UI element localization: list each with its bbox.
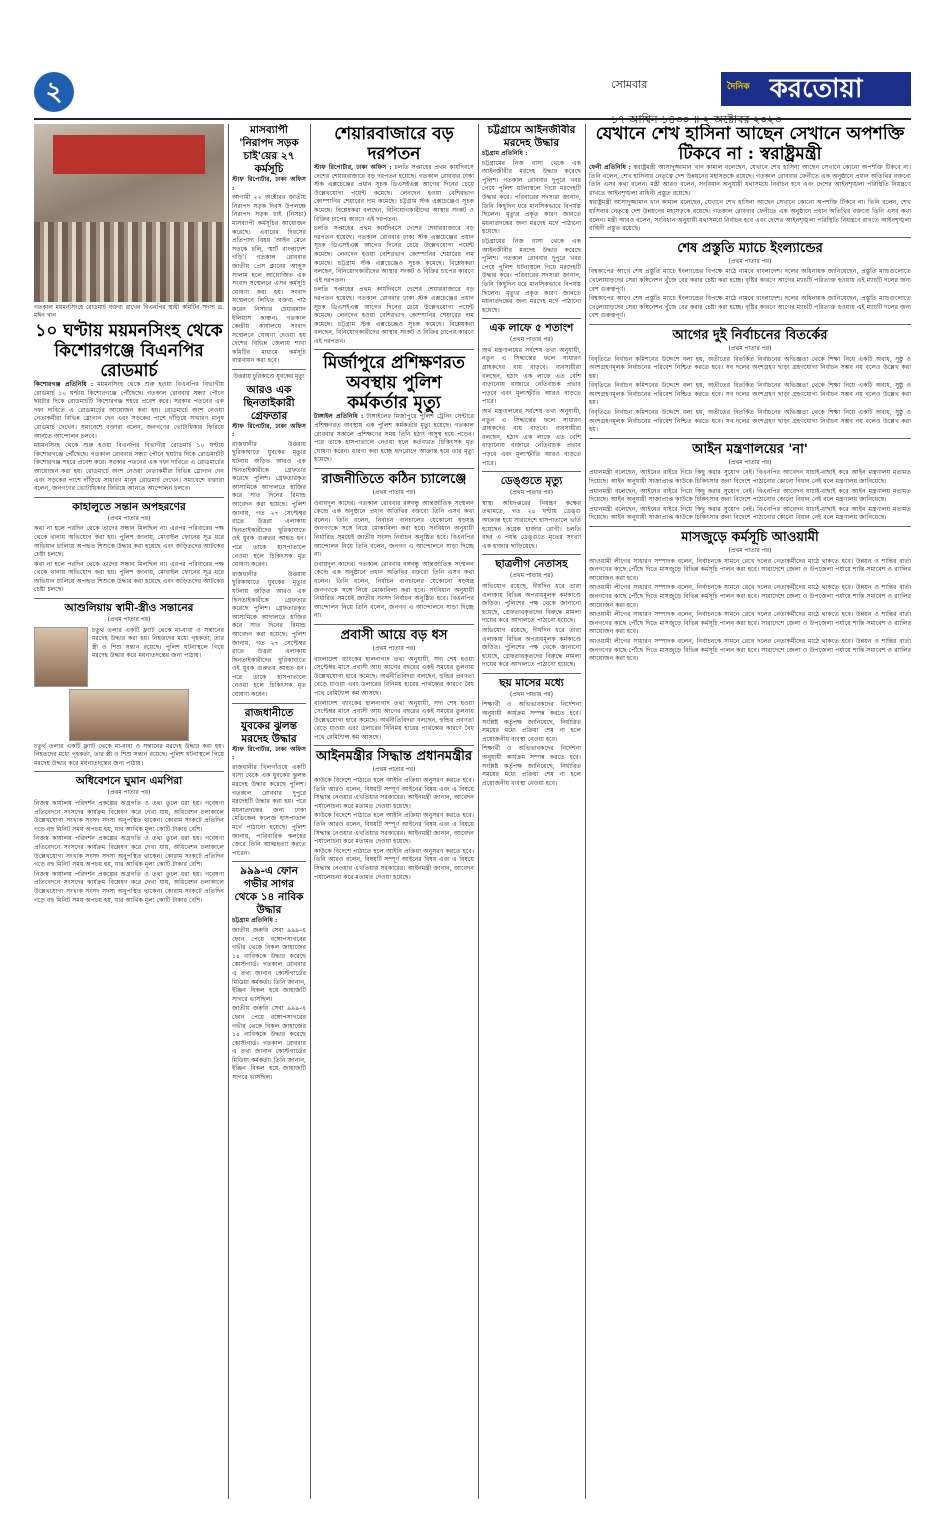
election-debate-body: বিবৃতিতে নির্বাচন কমিশনের উদ্দেশে বলা হয়, অতীতের বিতর্কিত নির্বাচনের অভিজ্ঞতা থেকে শিক্ষা নিয়ে একটি অবাধ, সুষ্ঠু ও অংশগ্রহণমূলক নির্বাচনের পরিবেশ নিশ্চিত করতে হবে। সব দলের অংশগ্রহণ ছাড়া গ্রহণযোগ্য নির্বাচন সম্ভব নয় বলেও উল্লেখ করা হয়। [589,355,911,380]
mirzapur-body: টাঙ্গাইলের মির্জাপুরে পুলিশ ট্রেনিং সেন্টারে প্রশিক্ষণরত অবস্থায় এক পুলিশ কর্মকর্তার মৃত্যু হয়েছে। গতকাল রোববার সকালে প্রশিক্ষণের সময় তিনি হঠাৎ অসুস্থ হয়ে পড়েন। পরে তাকে হাসপাতালে নেওয়া হলে কর্তব্যরত চিকিৎসক মৃত ঘোষণা করেন। ধারণা করা হচ্ছে হৃদরোগে আক্রান্ত হয়ে তার মৃত্যু হয়েছে। [314,413,474,464]
masthead-day: সোমবার [611,78,648,91]
awami-program-body-2: আওয়ামী লীগের সাধারণ সম্পাদক বলেন, নির্বাচনকে সামনে রেখে দলের নেতাকর্মীদের মাঠে থাকতে হবে। উন্নয়ন ও শান্তির বার্তা জনগণের কাছে পৌঁছে দিতে মাসজুড়ে বিভিন্ন কর্মসূচি পালন করা হবে। সারাদেশে জেলা ও উপজেলা পর্যায়ে শান্তি সমাবেশ ও র‍্যালির আয়োজন করা হবে। [589,584,911,609]
lakh-body: অর্থ মন্ত্রণালয়ের সর্বশেষ তথ্য অনুযায়ী, নতুন এ সিদ্ধান্তের ফলে সাধারণ গ্রাহকদের ব্যয় বাড়বে। ব্যবসায়ীরা বলছেন, হঠাৎ এক লাফে এত বেশি বাড়ানোয় বাজারে নেতিবাচক প্রভাব পড়বে এবং মূল্যস্ফীতি আরও বাড়তে পারে। [482,346,581,406]
probashi-body: বাংলাদেশ ব্যাংকের হালনাগাদ তথ্য অনুযায়ী, সদ্য শেষ হওয়া সেপ্টেম্বর মাসে প্রবাসী আয় আগের বছরের একই সময়ের তুলনায় উল্লেখযোগ্য হারে কমেছে। অর্থনীতিবিদরা বলছেন, হুন্ডির প্রবণতা বেড়ে যাওয়া এবং ডলারের বিনিময় হারের পার্থক্যের কারণে বৈধ পথে রেমিট্যান্স কম আসছে। [314,655,474,697]
khilgaon-body: রাজধানীর খিলগাঁওয়ে একটি বাসা থেকে এক যুবকের ঝুলন্ত মরদেহ উদ্ধার করেছে পুলিশ। গতকাল রোববার দুপুরে মরদেহটি উদ্ধার করা হয়। পরে ময়নাতদন্তের জন্য ঢাকা মেডিকেল কলেজ হাসপাতাল মর্গে পাঠানো হয়েছে। পুলিশ জানায়, পারিবারিক কলহের জেরে তিনি আত্মহত্যা করতে পারেন। [232,763,306,857]
chhatraleague-body-2: অভিযোগ রয়েছে, দীর্ঘদিন ধরে তারা এলাকায় বিভিন্ন অপরাধমূলক কর্মকাণ্ডে জড়িত। পুলিশের পক্ষ থেকে জানানো হয়েছে, গ্রেফতারকৃতদের বিরুদ্ধে মামলা দায়ের করে আদালতে পাঠানো হয়েছে। [482,626,581,669]
probashi-continued: (প্রথম পাতার পর) [372,644,416,652]
divider [482,673,581,674]
column-center [314,124,474,1499]
probashi-body-2: বাংলাদেশ ব্যাংকের হালনাগাদ তথ্য অনুযায়ী, সদ্য শেষ হওয়া সেপ্টেম্বর মাসে প্রবাসী আয় আগের বছরের একই সময়ের তুলনায় উল্লেখযোগ্য হারে কমেছে। অর্থনীতিবিদরা বলছেন, হুন্ডির প্রবণতা বেড়ে যাওয়া এবং ডলারের বিনিময় হারের পার্থক্যের কারণে বৈধ পথে রেমিট্যান্স কম আসছে। [314,699,474,741]
page-number: ২ [34,72,74,112]
sailor-rescue-body-2: জাতীয় জরুরি সেবা ৯৯৯-এ ফোন পেয়ে বঙ্গোপসাগরের গভীর থেকে বিকল জাহাজের ১৪ নাবিককে উদ্ধার করেছে কোস্টগার্ড। গতকাল রোববার এ তথ্য জানান কোস্টগার্ডের মিডিয়া কর্মকর্তা। তিনি জানান, ইঞ্জিন বিকল হয়ে জাহাজটি সাগরে ভাসছিল। [232,1005,306,1082]
dengue-continued: (প্রথম পাতার পর) [510,489,553,497]
england-match-body: বিশ্বকাপের আগে শেষ প্রস্তুতি ম্যাচে ইংল্যান্ডের বিপক্ষে মাঠে নামবে বাংলাদেশ। দলের অধিনায়ক জানিয়েছেন, প্রস্তুতি ম্যাচগুলোতে খেলোয়াড়দের সেরা কম্বিনেশন খুঁজে বের করার চেষ্টা করা হচ্ছে। বৃষ্টির কারণে আগের ম্যাচটি পরিত্যক্ত হওয়ায় এই ম্যাচটি দলের জন্য বেশ গুরুত্বপূর্ণ। [589,268,911,293]
nirapad-sarak-dateline: স্টাফ রিপোর্টার, ঢাকা অফিস : [232,176,306,192]
khilgaon-headline: রাজধানীতে যুবকের ঝুলন্ত মরদেহ উদ্ধার [241,706,297,745]
rally-photo [34,124,224,302]
ain-pm-headline: আইনমন্ত্রীর সিদ্ধান্ত প্রধানমন্ত্রীর [315,749,473,765]
kahaloo-headline: কাহালুতে সন্তান অপহরণের [72,500,186,513]
share-market-body-2: চলতি সপ্তাহের প্রথম কার্যদিবসে দেশের শেয়ারবাজারে বড় দরপতন হয়েছে। গতকাল রোববার ঢাকা স্টক এক্সচেঞ্জের প্রধান সূচক ডিএসইএক্স আগের দিনের চেয়ে উল্লেখযোগ্য পয়েন্ট কমেছে। লেনদেন হওয়া বেশিরভাগ কোম্পানির শেয়ারের দাম কমেছে। চট্টগ্রাম স্টক এক্সচেঞ্জেও সূচক কমেছে। বিশ্লেষকরা বলছেন, বিনিয়োগকারীদের আস্থার সংকট ও বিক্রির চাপের কারণে এই দরপতন। [314,225,474,284]
column-divider [228,124,229,1499]
divider [589,526,911,527]
kahaloo-body-2: কথা না হলে পরদিন থেকে তাদের সন্ধান মিলছিল না। এরপর পরিবারের পক্ষ থেকে থানায় অভিযোগ করা হয়। পুলিশ জানায়, মোবাইল ফোনের সূত্র ধরে অভিযান চালিয়ে অপহৃত শিশুকে উদ্ধার করা হয়েছে এবং জড়িতদের আটকের চেষ্টা চলছে। [34,560,224,594]
sheikh-hasina-body: স্বরাষ্ট্রমন্ত্রী আসাদুজ্জামান খান কামাল বলেছেন, যেখানে শেখ হাসিনা আছেন সেখানে কোনো অপশক্তি টিকবে না। তিনি বলেন, শেখ হাসিনার নেতৃত্বে দেশ উন্নয়নের মহাসড়কে রয়েছে। গতকাল রোববার ফেনীতে এক অনুষ্ঠানে প্রধান অতিথির বক্তব্যে তিনি এসব কথা বলেন। মন্ত্রী আরও বলেন, সংবিধান অনুযায়ী যথাসময়ে নির্বাচন হবে এবং দেশের আইনশৃঙ্খলা পরিস্থিতি নিয়ন্ত্রণে রাখতে আইনশৃঙ্খলা বাহিনী প্রস্তুত রয়েছে। [589,164,911,197]
uttara-headline: আরও এক ছিনতাইকারী গ্রেফতার [243,383,295,422]
uttara-dateline: স্টাফ রিপোর্টার, ঢাকা অফিস : [232,422,306,439]
uttara-body-2: রাজধানীর উত্তরায় ছুরিকাঘাতে যুবকের মৃত্যুর ঘটনায় জড়িত আরও এক ছিনতাইকারীকে গ্রেফতার করেছে পুলিশ। গ্রেফতারকৃত আসামিকে আদালতে হাজির করে সাত দিনের রিমান্ড আবেদন করা হয়েছে। পুলিশ জানায়, গত ২৭ সেপ্টেম্বর রাতে উত্তরা এলাকায় ছিনতাইকারীদের ছুরিকাঘাতে ওই যুবক গুরুতর আহত হন। পরে তাকে হাসপাতালে নেওয়া হলে চিকিৎসক মৃত ঘোষণা করেন। [232,570,306,699]
england-match-body-2: বিশ্বকাপের আগে শেষ প্রস্তুতি ম্যাচে ইংল্যান্ডের বিপক্ষে মাঠে নামবে বাংলাদেশ। দলের অধিনায়ক জানিয়েছেন, প্রস্তুতি ম্যাচগুলোতে খেলোয়াড়দের সেরা কম্বিনেশন খুঁজে বের করার চেষ্টা করা হচ্ছে। বৃষ্টির কারণে আগের ম্যাচটি পরিত্যক্ত হওয়ায় এই ম্যাচটি দলের জন্য বেশ গুরুত্বপূর্ণ। [589,295,911,320]
probashi-headline: প্রবাসী আয়ে বড় ধস [340,627,448,643]
chhatraleague-headline: ছাত্রলীগ নেতাসহ [495,558,568,571]
divider [314,349,474,350]
uttara-kicker: উত্তরায় চুরিকাণ্ডে যুবকের মৃত্যু [233,373,305,381]
chhatraleague-continued: (প্রথম পাতার পর) [510,572,553,580]
column-left [34,124,224,1499]
election-debate-headline: আগের দুই নির্বাচনের বিতর্কের [672,327,828,343]
share-market-body: চলতি সপ্তাহের প্রথম কার্যদিবসে দেশের শেয়ারবাজারে বড় দরপতন হয়েছে। গতকাল রোববার ঢাকা স্টক এক্সচেঞ্জের প্রধান সূচক ডিএসইএক্স আগের দিনের চেয়ে উল্লেখযোগ্য পয়েন্ট কমেছে। লেনদেন হওয়া বেশিরভাগ কোম্পানির শেয়ারের দাম কমেছে। চট্টগ্রাম স্টক এক্সচেঞ্জেও সূচক কমেছে। বিশ্লেষকরা বলছেন, বিনিয়োগকারীদের আস্থার সংকট ও বিক্রির চাপের কারণে এই দরপতন। [314,164,474,223]
law-ministry-body: প্রধানমন্ত্রী বলেছেন, আইনের বাইরে গিয়ে কিছু করার সুযোগ নেই। বিএনপির আবেদন যাচাই-বাছাই করে আইন মন্ত্রণালয় মতামত দিয়েছে। আইন অনুযায়ী সাজাপ্রাপ্ত কাউকে চিকিৎসার জন্য বিদেশে পাঠানোর কোনো বিধান নেই বলে মন্ত্রণালয় জানিয়েছে। [589,469,911,486]
awami-program-body-4: আওয়ামী লীগের সাধারণ সম্পাদক বলেন, নির্বাচনকে সামনে রেখে দলের নেতাকর্মীদের মাঠে থাকতে হবে। উন্নয়ন ও শান্তির বার্তা জনগণের কাছে পৌঁছে দিতে মাসজুড়ে বিভিন্ন কর্মসূচি পালন করা হবে। সারাদেশে জেলা ও উপজেলা পর্যায়ে শান্তি সমাবেশ ও র‍্যালির আয়োজন করা হবে। [589,637,911,663]
divider [589,324,911,325]
divider [482,554,581,555]
nirapad-sarak-headline: মাসব্যাপী 'নিরাপদ সড়ক চাই'য়ের ২৭ কর্মসূচি [239,124,299,175]
divider [589,237,911,238]
roadmarch-body: ময়মনসিংহ থেকে শুরু হওয়া বিএনপির বিভাগীয় রোডমার্চ ১০ ঘণ্টায় কিশোরগঞ্জে পৌঁছেছে। গতকাল রোববার সন্ধ্যা পৌনে ছয়টার দিকে রোডমার্চটি কিশোরগঞ্জ শহরে প্রবেশ করে। সরকার পতনের এক দফা দাবিতে এ রোডমার্চের আয়োজন করা হয়। রোডমার্চে অংশ নেওয়া নেতাকর্মীরা বিভিন্ন স্লোগান দেন এবং সড়কের পাশে দাঁড়িয়ে সাধারণ মানুষ রোডমার্চ দেখেন। সমাবেশে বক্তারা বলেন, জনগণের ভোটাধিকার ফিরিয়ে আনতে আন্দোলন চলবে। [34,381,224,440]
sheikh-hasina-dateline: ফেনী প্রতিনিধি : [589,164,631,171]
divider [232,703,306,704]
roadmarch-dateline: কিশোরগঞ্জ প্রতিনিধি : [34,381,94,388]
divider [232,861,306,862]
logo-name: করতোয়া [769,74,863,104]
divider [589,438,911,439]
masthead-divider [34,118,911,120]
england-match-headline: শেষ প্রস্তুতি ম্যাচে ইংল্যান্ডের [677,240,823,256]
victim-photo [34,627,88,687]
rajniti-continued: (প্রথম পাতার পর) [372,489,416,497]
newspaper-logo [721,72,911,106]
sheikh-hasina-body-2: স্বরাষ্ট্রমন্ত্রী আসাদুজ্জামান খান কামাল বলেছেন, যেখানে শেখ হাসিনা আছেন সেখানে কোনো অপশক্তি টিকবে না। তিনি বলেন, শেখ হাসিনার নেতৃত্বে দেশ উন্নয়নের মহাসড়কে রয়েছে। গতকাল রোববার ফেনীতে এক অনুষ্ঠানে প্রধান অতিথির বক্তব্যে তিনি এসব কথা বলেন। মন্ত্রী আরও বলেন, সংবিধান অনুযায়ী যথাসময়ে নির্বাচন হবে এবং দেশের আইনশৃঙ্খলা পরিস্থিতি নিয়ন্ত্রণে রাখতে আইনশৃঙ্খলা বাহিনী প্রস্তুত রয়েছে। [589,199,911,233]
stage-banner [53,135,205,174]
awami-program-continued: (প্রথম পাতার পর) [728,547,772,554]
column-divider [310,124,311,1499]
ain-pm-body-2: কাউকে বিদেশে পাঠাতে হলে আইনি প্রক্রিয়া অনুসরণ করতে হবে। তিনি আরও বলেন, বিষয়টি সম্পূর্ণ আইনের বিষয় এবং এ বিষয়ে সিদ্ধান্ত নেওয়ার এখতিয়ার সরকারের। আইনমন্ত্রী জানান, আবেদন পর্যালোচনা করে মতামত দেওয়া হয়েছে। [314,812,474,846]
share-market-headline: শেয়ারবাজারে বড় দরপতন [334,124,454,164]
divider [314,624,474,625]
divider [34,497,224,498]
kahaloo-body: কথা না হলে পরদিন থেকে তাদের সন্ধান মিলছিল না। এরপর পরিবারের পক্ষ থেকে থানায় অভিযোগ করা হয়। পুলিশ জানায়, মোবাইল ফোনের সূত্র ধরে অভিযান চালিয়ে অপহৃত শিশুকে উদ্ধার করা হয়েছে এবং জড়িতদের আটকের চেষ্টা চলছে। [34,525,224,559]
ctg-lawyer-dateline: চট্টগ্রাম প্রতিনিধি : [482,150,528,157]
sailor-rescue-body: জাতীয় জরুরি সেবা ৯৯৯-এ ফোন পেয়ে বঙ্গোপসাগরের গভীর থেকে বিকল জাহাজের ১৪ নাবিককে উদ্ধার করেছে কোস্টগার্ড। গতকাল রোববার এ তথ্য জানান কোস্টগার্ডের মিডিয়া কর্মকর্তা। তিনি জানান, ইঞ্জিন বিকল হয়ে জাহাজটি সাগরে ভাসছিল। [232,926,306,1003]
column-sidebar [232,124,306,1499]
law-ministry-headline: আইন মন্ত্রণালয়ের 'না' [692,441,808,457]
share-market-body-3: চলতি সপ্তাহের প্রথম কার্যদিবসে দেশের শেয়ারবাজারে বড় দরপতন হয়েছে। গতকাল রোববার ঢাকা স্টক এক্সচেঞ্জের প্রধান সূচক ডিএসইএক্স আগের দিনের চেয়ে উল্লেখযোগ্য পয়েন্ট কমেছে। লেনদেন হওয়া বেশিরভাগ কোম্পানির শেয়ারের দাম কমেছে। চট্টগ্রাম স্টক এক্সচেঞ্জেও সূচক কমেছে। বিশ্লেষকরা বলছেন, বিনিয়োগকারীদের আস্থার সংকট ও বিক্রির চাপের কারণে এই দরপতন। [314,286,474,345]
divider [482,318,581,319]
kahaloo-continued: (প্রথম পাতার পর) [107,514,151,522]
ashulia-continued: (প্রথম পাতার পর) [107,616,151,624]
england-match-continued: (প্রথম পাতার পর) [728,257,772,265]
masthead [611,72,911,132]
adhibeshan-body-3: নিজস্ব কার্যালয় পরিদর্শন প্রকল্পের অগ্রগতি ও তথ্য তুলে ধরা হয়। গবেষণা প্রতিবেদনে সংসদের কার্যক্রম বিশ্লেষণ করে দেখা যায়, অধিবেশন চলাকালে উল্লেখযোগ্য সংখ্যক সংসদ সদস্য অনুপস্থিত থাকেন। কোরাম সংকটে প্রতিদিন গড়ে বহু মিনিট সময় অপচয় হয়, যার আর্থিক মূল্য কোটি টাকার বেশি। [34,870,224,904]
lakh-headline: এক লাফে ৫ শতাংশ [489,322,574,335]
mirzapur-headline: মির্জাপুরে প্রশিক্ষণরত অবস্থায় পুলিশ কর্মকর্তার মৃত্যু [323,353,465,414]
divider [482,471,581,472]
divider [34,771,224,772]
ain-pm-body: কাউকে বিদেশে পাঠাতে হলে আইনি প্রক্রিয়া অনুসরণ করতে হবে। তিনি আরও বলেন, বিষয়টি সম্পূর্ণ আইনের বিষয় এবং এ বিষয়ে সিদ্ধান্ত নেওয়ার এখতিয়ার সরকারের। আইনমন্ত্রী জানান, আবেদন পর্যালোচনা করে মতামত দেওয়া হয়েছে। [314,777,474,810]
chhoy-mash-continued: (প্রথম পাতার পর) [510,690,553,698]
nirapad-sarak-body: আগামী ২২ অক্টোবর জাতীয় নিরাপদ সড়ক দিবস উপলক্ষে নিরাপদ সড়ক চাই (নিসচা) মাসব্যাপী কর্মসূচির আয়োজন করেছে। এবারের দিবসের প্রতিপাদ্য বিষয় 'আইন মেনে সড়কে চলি, স্মার্ট বাংলাদেশ গড়ি'। গতকাল রোববার জাতীয় প্রেস ক্লাবের আব্দুস সালাম হলে আয়োজিত এক সংবাদ সম্মেলনে এসব কর্মসূচি ঘোষণা করা হয়। সংবাদ সম্মেলনে লিখিত বক্তব্য পাঠ করেন নিসচার চেয়ারম্যান ইলিয়াস কাঞ্চন। গতকাল কেন্দ্রীয় কার্যালয়ে সংবাদ সম্মেলনে ঘোষণা দেওয়া হয় দেশের বিভিন্ন জেলায় শাখা কমিটির মাধ্যমে কর্মসূচি বাস্তবায়ন করা হবে। [232,194,306,365]
mirzapur-dateline: টাঙ্গাইল প্রতিনিধি : [314,413,364,421]
roadmarch-headline: ১০ ঘণ্টায় ময়মনসিংহ থেকে কিশোরগঞ্জে বিএনপির রোডমার্চ [35,321,223,381]
law-ministry-continued: (প্রথম পাতার পর) [728,458,772,466]
dengue-body: স্বাস্থ্য অধিদপ্তরের নিয়ন্ত্রণ কক্ষের তথ্যমতে, গত ২৪ ঘণ্টায় ডেঙ্গু আক্রান্ত হয়ে সারাদেশে হাসপাতালে ভর্তি হয়েছেন কয়েক হাজার রোগী। চলতি বছর এ পর্যন্ত ডেঙ্গুতে মৃতের সংখ্যা এক হাজার ছাড়িয়েছে। [482,499,581,550]
photo-caption: গতকাল ময়মনসিংহে রোডমার্চ বক্তব্য রাখেন বিএনপির স্থায়ী কমিটির সদস্য ড. মঈন খান [34,304,224,319]
sheikh-hasina-headline: যেখানে শেখ হাসিনা আছেন সেখানে অপশক্তি টিকবে না : স্বরাষ্ট্রমন্ত্রী [595,124,905,164]
crowd [34,222,224,302]
law-ministry-body-3: প্রধানমন্ত্রী বলেছেন, আইনের বাইরে গিয়ে কিছু করার সুযোগ নেই। বিএনপির আবেদন যাচাই-বাছাই করে আইন মন্ত্রণালয় মতামত দিয়েছে। আইন অনুযায়ী সাজাপ্রাপ্ত কাউকে চিকিৎসার জন্য বিদেশে পাঠানোর কোনো বিধান নেই বলে মন্ত্রণালয় জানিয়েছে। [589,505,911,522]
chhoy-mash-body-2: শিক্ষার্থী ও অভিভাবকদের নির্দেশনা অনুযায়ী কার্যক্রম সম্পন্ন করতে হবে। সংশ্লিষ্ট কর্তৃপক্ষ জানিয়েছে, নির্ধারিত সময়ের মধ্যে প্রক্রিয়া শেষ না হলে প্রয়োজনীয় ব্যবস্থা নেওয়া হবে। [482,745,581,787]
ctg-lawyer-body-2: চট্টগ্রামের নিজ বাসা থেকে এক আইনজীবীর মরদেহ উদ্ধার করেছে পুলিশ। গতকাল রোববার দুপুরে খবর পেয়ে পুলিশ ঘটনাস্থলে গিয়ে মরদেহটি উদ্ধার করে। পরিবারের সদস্যরা জানান, তিনি কিছুদিন ধরে মানসিকভাবে বিপর্যস্ত ছিলেন। মৃত্যুর প্রকৃত কারণ জানতে ময়নাতদন্তের জন্য মরদেহ মর্গে পাঠানো হয়েছে। [482,237,581,314]
chhatraleague-body: অভিযোগ রয়েছে, দীর্ঘদিন ধরে তারা এলাকায় বিভিন্ন অপরাধমূলক কর্মকাণ্ডে জড়িত। পুলিশের পক্ষ থেকে জানানো হয়েছে, গ্রেফতারকৃতদের বিরুদ্ধে মামলা দায়ের করে আদালতে পাঠানো হয়েছে। [482,582,581,625]
ain-pm-body-3: কাউকে বিদেশে পাঠাতে হলে আইনি প্রক্রিয়া অনুসরণ করতে হবে। তিনি আরও বলেন, বিষয়টি সম্পূর্ণ আইনের বিষয় এবং এ বিষয়ে সিদ্ধান্ত নেওয়ার এখতিয়ার সরকারের। আইনমন্ত্রী জানান, আবেদন পর্যালোচনা করে মতামত দেওয়া হয়েছে। [314,847,474,881]
share-market-dateline: স্টাফ রিপোর্টার, ঢাকা অফিস : [314,164,392,171]
law-ministry-body-2: প্রধানমন্ত্রী বলেছেন, আইনের বাইরে গিয়ে কিছু করার সুযোগ নেই। বিএনপির আবেদন যাচাই-বাছাই করে আইন মন্ত্রণালয় মতামত দিয়েছে। আইন অনুযায়ী সাজাপ্রাপ্ত কাউকে চিকিৎসার জন্য বিদেশে পাঠানোর কোনো বিধান নেই বলে মন্ত্রণালয় জানিয়েছে। [589,487,911,504]
ashulia-body: চতুর্থ তলার একটি ফ্ল্যাট থেকে মা-বাবা ও সন্তানের মরদেহ উদ্ধার করা হয়। নিহতদের মধ্যে গৃহকর্তা, তার স্ত্রী ও শিশু সন্তান রয়েছে। পুলিশ ঘটনাস্থলে গিয়ে মরদেহ উদ্ধার করে ময়নাতদন্তের জন্য পাঠায়। [92,626,224,660]
masthead-date: ১৭ আশ্বিন ১৪৩০ ॥ ২ অক্টোবর ২০২৩ [611,113,782,126]
chhoy-mash-headline: ছয় মাসের মধ্যে [499,676,564,689]
rajniti-headline: রাজনীতিতে কঠিন চ্যালেঞ্জে [321,472,467,488]
divider [314,745,474,746]
chhoy-mash-body: শিক্ষার্থী ও অভিভাবকদের নির্দেশনা অনুযায়ী কার্যক্রম সম্পন্ন করতে হবে। সংশ্লিষ্ট কর্তৃপক্ষ জানিয়েছে, নির্ধারিত সময়ের মধ্যে প্রক্রিয়া শেষ না হলে প্রয়োজনীয় ব্যবস্থা নেওয়া হবে। [482,701,581,743]
election-debate-body-3: বিবৃতিতে নির্বাচন কমিশনের উদ্দেশে বলা হয়, অতীতের বিতর্কিত নির্বাচনের অভিজ্ঞতা থেকে শিক্ষা নিয়ে একটি অবাধ, সুষ্ঠু ও অংশগ্রহণমূলক নির্বাচনের পরিবেশ নিশ্চিত করতে হবে। সব দলের অংশগ্রহণ ছাড়া গ্রহণযোগ্য নির্বাচন সম্ভব নয় বলেও উল্লেখ করা হয়। [589,409,911,434]
awami-program-headline: মাসজুড়ে কর্মসূচি আওয়ামী [681,530,819,545]
roadmarch-body-2: ময়মনসিংহ থেকে শুরু হওয়া বিএনপির বিভাগীয় রোডমার্চ ১০ ঘণ্টায় কিশোরগঞ্জে পৌঁছেছে। গতকাল রোববার সন্ধ্যা পৌনে ছয়টার দিকে রোডমার্চটি কিশোরগঞ্জ শহরে প্রবেশ করে। সরকার পতনের এক দফা দাবিতে এ রোডমার্চের আয়োজন করা হয়। রোডমার্চে অংশ নেওয়া নেতাকর্মীরা বিভিন্ন স্লোগান দেন এবং সড়কের পাশে দাঁড়িয়ে সাধারণ মানুষ রোডমার্চ দেখেন। সমাবেশে বক্তারা বলেন, জনগণের ভোটাধিকার ফিরিয়ে আনতে আন্দোলন চলবে। [34,442,224,493]
election-debate-body-2: বিবৃতিতে নির্বাচন কমিশনের উদ্দেশে বলা হয়, অতীতের বিতর্কিত নির্বাচনের অভিজ্ঞতা থেকে শিক্ষা নিয়ে একটি অবাধ, সুষ্ঠু ও অংশগ্রহণমূলক নির্বাচনের পরিবেশ নিশ্চিত করতে হবে। সব দলের অংশগ্রহণ ছাড়া গ্রহণযোগ্য নির্বাচন সম্ভব নয় বলেও উল্লেখ করা হয়। [589,382,911,407]
column-right [589,124,911,1499]
ashulia-body-2: চতুর্থ তলার একটি ফ্ল্যাট থেকে মা-বাবা ও সন্তানের মরদেহ উদ্ধার করা হয়। নিহতদের মধ্যে গৃহকর্তা, তার স্ত্রী ও শিশু সন্তান রয়েছে। পুলিশ ঘটনাস্থলে গিয়ে মরদেহ উদ্ধার করে ময়নাতদন্তের জন্য পাঠায়। [34,742,224,767]
lakh-continued: (প্রথম পাতার পর) [510,336,553,344]
adhibeshan-body-2: নিজস্ব কার্যালয় পরিদর্শন প্রকল্পের অগ্রগতি ও তথ্য তুলে ধরা হয়। গবেষণা প্রতিবেদনে সংসদের কার্যক্রম বিশ্লেষণ করে দেখা যায়, অধিবেশন চলাকালে উল্লেখযোগ্য সংখ্যক সংসদ সদস্য অনুপস্থিত থাকেন। কোরাম সংকটে প্রতিদিন গড়ে বহু মিনিট সময় অপচয় হয়, যার আর্থিক মূল্য কোটি টাকার বেশি। [34,835,224,869]
sailor-rescue-headline: ৯৯৯-এ ফোন গভীর সাগর থেকে ১৪ নাবিক উদ্ধার [234,865,304,917]
ain-pm-continued: (প্রথম পাতার পর) [372,766,416,774]
family-photo [69,689,189,741]
rajniti-body: ওবায়দুল কাদের। গতকাল রোববার বঙ্গবন্ধু আন্তর্জাতিক সম্মেলন কেন্দ্রে এক অনুষ্ঠানে প্রধান অতিথির বক্তব্যে তিনি এসব কথা বলেন। তিনি বলেন, নির্বাচন বানচালের যেকোনো ষড়যন্ত্র জনগণকে সঙ্গে নিয়ে মোকাবিলা করা হবে। সংবিধান অনুযায়ী নির্ধারিত সময়েই জাতীয় সংসদ নির্বাচন অনুষ্ঠিত হবে। বিএনপির আন্দোলন নিয়ে তিনি বলেন, জনগণ এ আন্দোলনে সাড়া দিচ্ছে না। [314,499,474,559]
awami-program-body: আওয়ামী লীগের সাধারণ সম্পাদক বলেন, নির্বাচনকে সামনে রেখে দলের নেতাকর্মীদের মাঠে থাকতে হবে। উন্নয়ন ও শান্তির বার্তা জনগণের কাছে পৌঁছে দিতে মাসজুড়ে বিভিন্ন কর্মসূচি পালন করা হবে। সারাদেশে জেলা ও উপজেলা পর্যায়ে শান্তি সমাবেশ ও র‍্যালির আয়োজন করা হবে। [589,557,911,582]
dengue-headline: ডেঙ্গুতে মৃত্যু [500,475,563,488]
election-debate-continued: (প্রথম পাতার পর) [728,344,772,352]
adhibeshan-body: নিজস্ব কার্যালয় পরিদর্শন প্রকল্পের অগ্রগতি ও তথ্য তুলে ধরা হয়। গবেষণা প্রতিবেদনে সংসদের কার্যক্রম বিশ্লেষণ করে দেখা যায়, অধিবেশন চলাকালে উল্লেখযোগ্য সংখ্যক সংসদ সদস্য অনুপস্থিত থাকেন। কোরাম সংকটে প্রতিদিন গড়ে বহু মিনিট সময় অপচয় হয়, যার আর্থিক মূল্য কোটি টাকার বেশি। [34,800,224,833]
column-divider [585,124,586,1499]
divider [314,468,474,469]
uttara-body: রাজধানীর উত্তরায় ছুরিকাঘাতে যুবকের মৃত্যুর ঘটনায় জড়িত আরও এক ছিনতাইকারীকে গ্রেফতার করেছে পুলিশ। গ্রেফতারকৃত আসামিকে আদালতে হাজির করে সাত দিনের রিমান্ড আবেদন করা হয়েছে। পুলিশ জানায়, গত ২৭ সেপ্টেম্বর রাতে উত্তরা এলাকায় ছিনতাইকারীদের ছুরিকাঘাতে ওই যুবক গুরুতর আহত হন। পরে তাকে হাসপাতালে নেওয়া হলে চিকিৎসক মৃত ঘোষণা করেন। [232,440,306,569]
ashulia-headline: আশুলিয়ায় স্বামী-স্ত্রীও সন্তানের [64,602,194,615]
divider [34,598,224,599]
sailor-rescue-dateline: চট্টগ্রাম প্রতিনিধি : [232,917,278,925]
divider [232,369,306,370]
adhibeshan-continued: (প্রথম পাতার পর) [107,789,151,797]
ctg-lawyer-body: চট্টগ্রামের নিজ বাসা থেকে এক আইনজীবীর মরদেহ উদ্ধার করেছে পুলিশ। গতকাল রোববার দুপুরে খবর পেয়ে পুলিশ ঘটনাস্থলে গিয়ে মরদেহটি উদ্ধার করে। পরিবারের সদস্যরা জানান, তিনি কিছুদিন ধরে মানসিকভাবে বিপর্যস্ত ছিলেন। মৃত্যুর প্রকৃত কারণ জানতে ময়নাতদন্তের জন্য মরদেহ মর্গে পাঠানো হয়েছে। [482,159,581,236]
khilgaon-dateline: স্টাফ রিপোর্টার, ঢাকা অফিস : [232,745,306,762]
column-center-right [482,124,581,1499]
rajniti-body-2: ওবায়দুল কাদের। গতকাল রোববার বঙ্গবন্ধু আন্তর্জাতিক সম্মেলন কেন্দ্রে এক অনুষ্ঠানে প্রধান অতিথির বক্তব্যে তিনি এসব কথা বলেন। তিনি বলেন, নির্বাচন বানচালের যেকোনো ষড়যন্ত্র জনগণকে সঙ্গে নিয়ে মোকাবিলা করা হবে। সংবিধান অনুযায়ী নির্ধারিত সময়েই জাতীয় সংসদ নির্বাচন অনুষ্ঠিত হবে। বিএনপির আন্দোলন নিয়ে তিনি বলেন, জনগণ এ আন্দোলনে সাড়া দিচ্ছে না। [314,560,474,620]
lakh-body-2: অর্থ মন্ত্রণালয়ের সর্বশেষ তথ্য অনুযায়ী, নতুন এ সিদ্ধান্তের ফলে সাধারণ গ্রাহকদের ব্যয় বাড়বে। ব্যবসায়ীরা বলছেন, হঠাৎ এক লাফে এত বেশি বাড়ানোয় বাজারে নেতিবাচক প্রভাব পড়বে এবং মূল্যস্ফীতি আরও বাড়তে পারে। [482,408,581,467]
awami-program-body-3: আওয়ামী লীগের সাধারণ সম্পাদক বলেন, নির্বাচনকে সামনে রেখে দলের নেতাকর্মীদের মাঠে থাকতে হবে। উন্নয়ন ও শান্তির বার্তা জনগণের কাছে পৌঁছে দিতে মাসজুড়ে বিভিন্ন কর্মসূচি পালন করা হবে। সারাদেশে জেলা ও উপজেলা পর্যায়ে শান্তি সমাবেশ ও র‍্যালির আয়োজন করা হবে। [589,611,911,636]
adhibeshan-headline: অধিবেশনে ঘুমান এমপিরা [75,775,183,788]
ctg-lawyer-headline: চট্টগ্রামে আইনজীবীর মরদেহ উদ্ধার [487,124,576,149]
column-divider [478,124,479,1499]
logo-small-text: দৈনিক [727,82,750,92]
